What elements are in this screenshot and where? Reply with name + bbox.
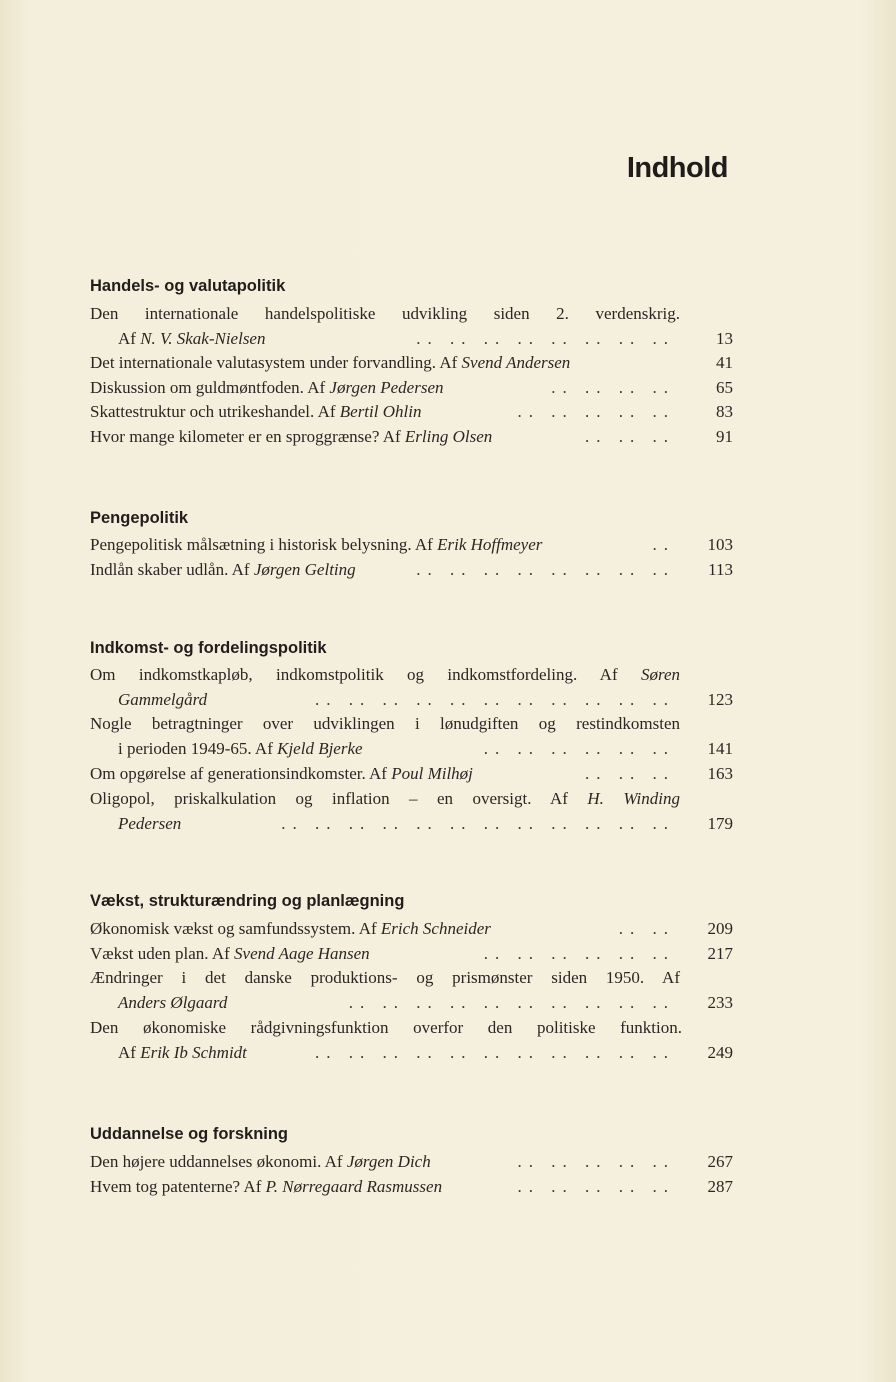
entry-page: 163 <box>707 764 733 783</box>
leader-dots: .. .. .. .. .. .. .. .. .. .. <box>348 993 675 1012</box>
toc-entry <box>90 378 733 403</box>
leader-dots: .. .. .. .. <box>551 378 675 397</box>
entry-page: 209 <box>707 919 733 938</box>
leader-dots: .. .. .. .. .. .. .. .. .. .. .. .. <box>281 814 675 833</box>
leader-dots: .. <box>652 535 675 554</box>
toc-entry <box>90 993 733 1018</box>
entry-author: Erling Olsen <box>404 427 493 446</box>
entry-author: H. Winding <box>587 789 680 808</box>
entry-page: 83 <box>716 402 733 421</box>
entry-title: Hvem tog patenterne? Af <box>90 1177 266 1196</box>
entry-title: Vækst uden plan. Af <box>90 944 235 963</box>
toc-entry <box>90 535 733 560</box>
entry-author: Erik Ib Schmidt <box>140 1043 247 1062</box>
entry-title: Pengepolitisk målsætning i historisk belysning. Af <box>90 535 438 554</box>
entry-page: 249 <box>707 1043 733 1062</box>
entry-title: Nogle betragtninger over udviklingen i lønudgiften og restindkomsten <box>90 714 680 733</box>
leader-dots: .. .. <box>618 919 675 938</box>
toc-entry <box>90 968 733 993</box>
entry-title: Af <box>118 329 141 348</box>
toc-entry <box>90 714 733 739</box>
leader-dots: .. .. .. .. .. .. .. .. <box>416 560 675 579</box>
entry-author: Jørgen Pedersen <box>329 378 444 397</box>
entry-title: Den internationale handelspolitiske udvikling siden 2. verdenskrig. <box>90 304 680 323</box>
section-heading: Indkomst- og fordelingspolitik <box>90 639 327 657</box>
entry-author: N. V. Skak-Nielsen <box>140 329 266 348</box>
toc-entry <box>90 353 733 378</box>
toc-entry <box>90 1018 733 1043</box>
entry-title: Skattestruktur och utrikeshandel. Af <box>90 402 340 421</box>
entry-author: Jørgen Gelting <box>253 560 356 579</box>
page-title: Indhold <box>626 152 728 184</box>
leader-dots: .. .. .. <box>585 427 675 446</box>
entry-author: Svend Aage Hansen <box>234 944 370 963</box>
entry-page: 141 <box>707 739 733 758</box>
entry-page: 123 <box>707 690 733 709</box>
toc-entry <box>90 329 733 354</box>
toc-entry <box>90 1177 733 1202</box>
toc-entry <box>90 1043 733 1068</box>
leader-dots: .. .. .. .. .. .. .. .. .. .. .. <box>315 690 675 709</box>
entry-title: Af <box>118 1043 141 1062</box>
entry-title: Om opgørelse af generationsindkomster. Af <box>90 764 392 783</box>
section-heading: Vækst, strukturændring og planlægning <box>90 892 405 910</box>
toc-entry <box>90 919 733 944</box>
toc-entry <box>90 560 733 585</box>
entry-title: Oligopol, priskalkulation og inflation – en oversigt. Af <box>90 789 588 808</box>
entry-author: P. Nørregaard Rasmussen <box>265 1177 443 1196</box>
entry-author: Bertil Ohlin <box>339 402 422 421</box>
leader-dots: .. .. .. .. .. <box>517 1152 675 1171</box>
entry-title: Indlån skaber udlån. Af <box>90 560 254 579</box>
toc-entry <box>90 1152 733 1177</box>
leader-dots: .. .. .. .. .. .. <box>483 739 675 758</box>
entry-author: Poul Milhøj <box>391 764 473 783</box>
leader-dots: .. .. .. .. .. <box>517 402 675 421</box>
entry-author: Svend Andersen <box>461 353 571 372</box>
leader-dots: .. .. .. <box>585 764 675 783</box>
leader-dots: .. .. .. .. .. .. .. .. <box>416 329 675 348</box>
entry-author: Jørgen Dich <box>346 1152 431 1171</box>
entry-author: Erich Schneider <box>380 919 491 938</box>
entry-author: Anders Ølgaard <box>118 993 228 1012</box>
toc-entry <box>90 665 733 690</box>
entry-title: Det internationale valutasystem under forvandling. Af <box>90 353 462 372</box>
toc-entry <box>90 402 733 427</box>
entry-author: Søren <box>640 665 680 684</box>
entry-title: Hvor mange kilometer er en sproggrænse? Af <box>90 427 405 446</box>
entry-title: Økonomisk vækst og samfundssystem. Af <box>90 919 381 938</box>
entry-page: 267 <box>707 1152 733 1171</box>
entry-author: Kjeld Bjerke <box>277 739 363 758</box>
entry-title: i perioden 1949-65. Af <box>118 739 278 758</box>
entry-author: Erik Hoffmeyer <box>437 535 543 554</box>
leader-dots: .. .. .. .. .. .. .. .. .. .. .. <box>315 1043 675 1062</box>
toc-entry <box>90 764 733 789</box>
entry-author: Gammelgård <box>118 690 208 709</box>
entry-title: Den højere uddannelses økonomi. Af <box>90 1152 347 1171</box>
leader-dots: .. .. .. .. .. .. <box>483 944 675 963</box>
entry-title: Om indkomstkapløb, indkomstpolitik og indkomstfordeling. Af <box>90 665 641 684</box>
toc-entry <box>90 304 733 329</box>
entry-page: 65 <box>716 378 733 397</box>
section-heading: Pengepolitik <box>90 509 189 527</box>
toc-entry <box>90 739 733 764</box>
entry-page: 91 <box>716 427 733 446</box>
toc-entry <box>90 690 733 715</box>
entry-page: 287 <box>707 1177 733 1196</box>
entry-title: Ændringer i det danske produktions- og prismønster siden 1950. Af <box>90 968 680 987</box>
toc-entry <box>90 789 733 814</box>
entry-title: Diskussion om guldmøntfoden. Af <box>90 378 330 397</box>
entry-title: Den økonomiske rådgivningsfunktion overfor den politiske funktion. <box>90 1018 682 1037</box>
entry-page: 233 <box>707 993 733 1012</box>
leader-dots: .. .. .. .. .. <box>517 1177 675 1196</box>
entry-page: 179 <box>707 814 733 833</box>
toc-entry <box>90 427 733 452</box>
section-heading: Handels- og valutapolitik <box>90 277 286 295</box>
entry-author: Pedersen <box>118 814 182 833</box>
entry-page: 13 <box>716 329 733 348</box>
toc-entry <box>90 944 733 969</box>
entry-page: 217 <box>707 944 733 963</box>
entry-page: 103 <box>707 535 733 554</box>
entry-page: 41 <box>716 353 733 372</box>
toc-entry <box>90 814 733 839</box>
entry-page: 113 <box>708 560 733 579</box>
section-heading: Uddannelse og forskning <box>90 1125 289 1143</box>
